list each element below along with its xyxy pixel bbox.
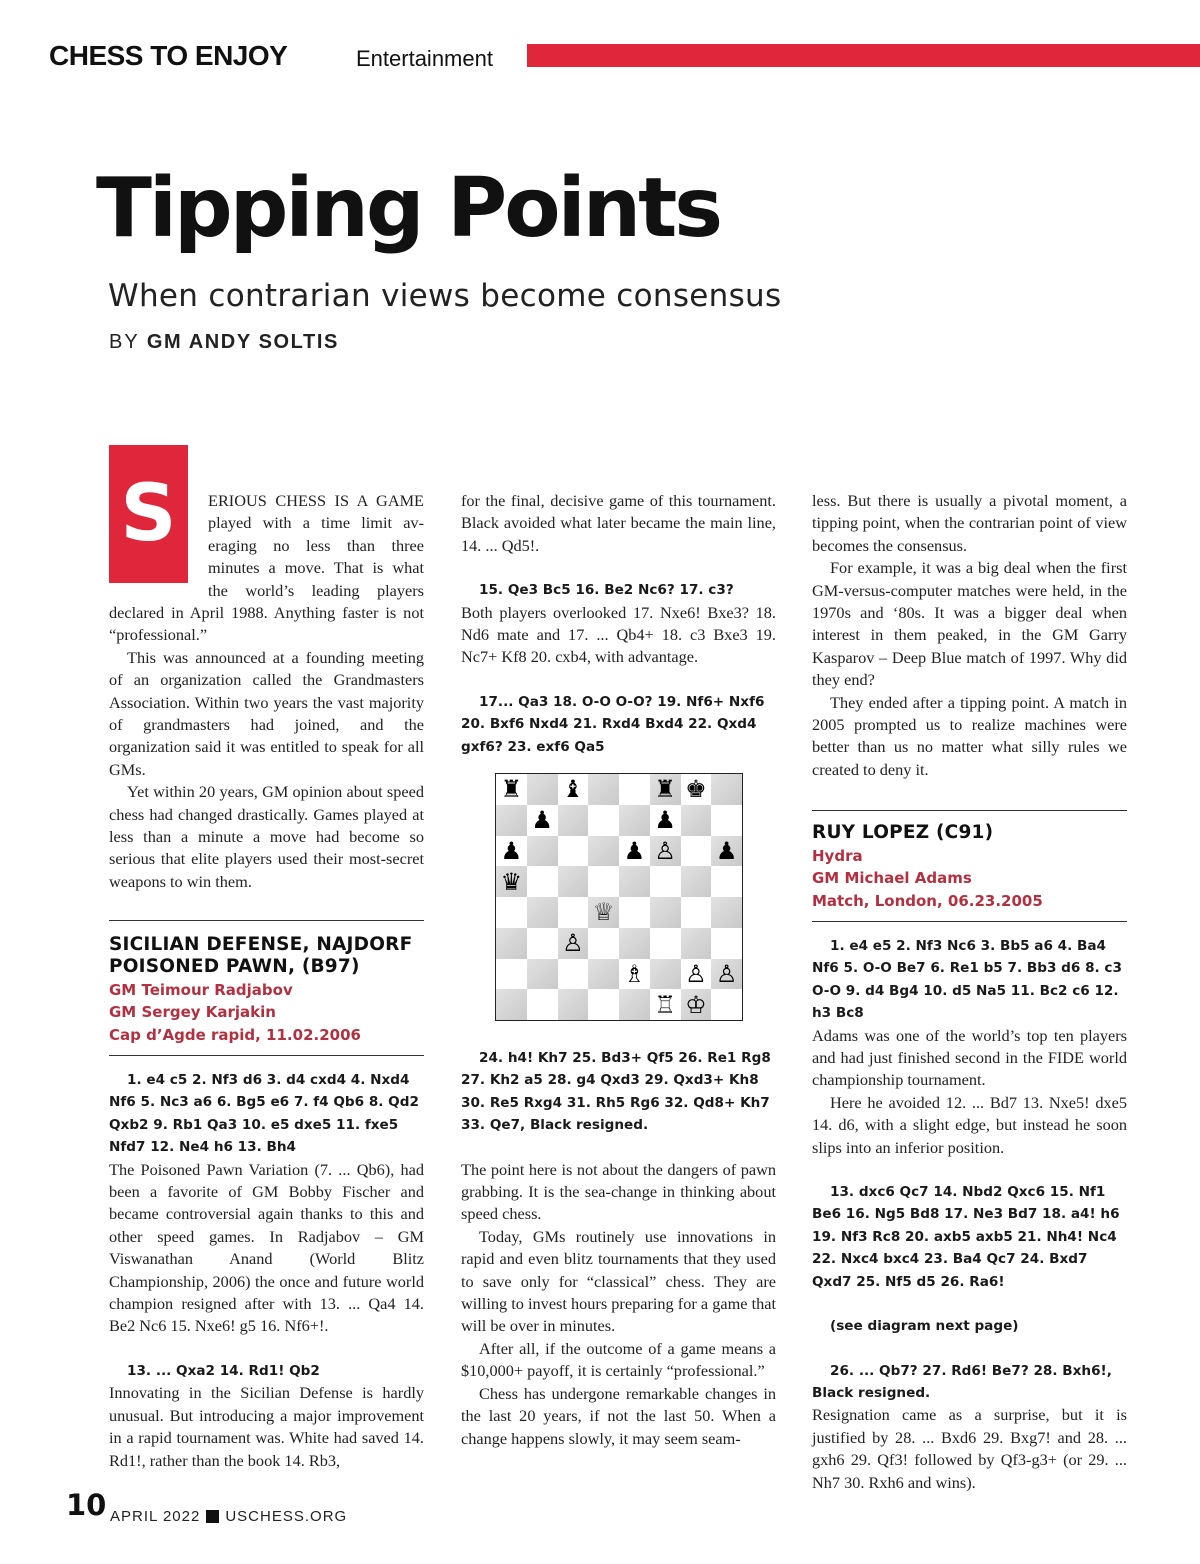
- footer: [110, 1508, 347, 1525]
- chess-piece-square: ♙: [650, 836, 681, 867]
- paragraph: Adams was one of the world’s top ten players and had just finished second in the FIDE world championship tournament.: [812, 1025, 1127, 1090]
- chess-square: [650, 897, 681, 928]
- paragraph: The Poisoned Pawn Variation (7. ... Qb6), had been a favorite of GM Bobby Fischer and became controversial again thanks to this and other speed games. In Radjabov – GM Viswanathan Anand (World Blitz Championship, 2006) the once and future world champion resigned after with 13. ... Qa4 14. Be2 Nc6 15. Nxe6! g5 16. Nf6+!.: [109, 1159, 424, 1336]
- chess-square: [650, 866, 681, 897]
- chess-square: [619, 774, 650, 805]
- chess-square: [619, 866, 650, 897]
- paragraph: For example, it was a big deal when the first GM-versus-computer matches were held, in the 1970s and ‘80s. It was a bigger deal when interest in them peaked, in the GM Garry Kasparov – Deep Blue match of 1997. Why did they end?: [812, 558, 1127, 690]
- column-3-moves: [812, 935, 1127, 1494]
- drop-cap: S: [109, 445, 188, 583]
- chess-square: [681, 805, 712, 836]
- chess-square: [588, 989, 619, 1020]
- chess-square: [558, 866, 589, 897]
- paragraph: After all, if the outcome of a game means a $10,000+ payoff, it is certainly “professional.”: [461, 1338, 776, 1381]
- paragraph: Innovating in the Sicilian Defense is hardly unusual. But introducing a major improvement in a rapid tournament was. White had saved 14. Rd1!, rather than the book 14. Rb3,: [109, 1383, 424, 1470]
- chess-square: [496, 897, 527, 928]
- game-2-event: Match, London, 06.23.2005: [812, 891, 1043, 910]
- paragraph: Today, GMs routinely use innovations in rapid and even blitz tournaments that they used to save only for “classical” chess. They are willing to invest hours preparing for a game that will be over in minutes.: [461, 1226, 776, 1336]
- chess-piece-square: ♛: [496, 866, 527, 897]
- chess-piece-square: ♟: [619, 836, 650, 867]
- byline-prefix: BY: [109, 331, 140, 353]
- chess-square: [711, 805, 742, 836]
- chess-square: [681, 836, 712, 867]
- article-title: Tipping Points: [96, 161, 721, 256]
- column-2-top: [461, 490, 776, 758]
- chess-piece-square: ♟: [527, 805, 558, 836]
- chess-square: [681, 866, 712, 897]
- intro-line: minutes a move. That is what: [208, 558, 424, 578]
- paragraph: They ended after a tipping point. A match in 2005 prompted us to realize machines were better than us no matter what silly rules we created to deny it.: [812, 692, 1127, 779]
- chess-square: [527, 836, 558, 867]
- move-list: 13. ... Qxa2 14. Rd1! Qb2: [127, 1362, 320, 1379]
- byline: [109, 331, 339, 354]
- issue-date: APRIL 2022: [110, 1508, 201, 1525]
- intro-line: ERIOUS CHESS IS A GAME: [208, 491, 424, 510]
- chess-square: [527, 866, 558, 897]
- byline-author: GM ANDY SOLTIS: [146, 331, 339, 353]
- chess-square: [619, 928, 650, 959]
- chess-square: [681, 897, 712, 928]
- chess-square: [711, 989, 742, 1020]
- paragraph: Both players overlooked 17. Nxe6! Bxe3? 18. Nd6 mate and 17. ... Qb4+ 18. c3 Bxe3 19. Nc7+ Kf8 20. cxb4, with advantage.: [461, 602, 776, 667]
- website: USCHESS.ORG: [225, 1508, 348, 1525]
- chess-piece-square: ♔: [681, 989, 712, 1020]
- move-list: 15. Qe3 Bc5 16. Be2 Nc6? 17. c3?: [479, 582, 734, 599]
- move-list: 26. ... Qb7? 27. Rd6! Be7? 28. Bxh6!, Black resigned.: [812, 1362, 1112, 1401]
- chess-square: [527, 989, 558, 1020]
- chess-piece-square: ♙: [681, 959, 712, 990]
- chess-square: [496, 805, 527, 836]
- chess-piece-square: ♕: [588, 897, 619, 928]
- game-1-event: Cap d’Agde rapid, 11.02.2006: [109, 1025, 361, 1044]
- paragraph: declared in April 1988. Anything faster is not “professional.”: [109, 603, 424, 645]
- paragraph: Yet within 20 years, GM opinion about speed chess had changed drastically. Games played at less than a minute a move had become so serious that elite players used their most-secret weapons to win them.: [109, 782, 424, 891]
- chess-diagram: [495, 773, 743, 1021]
- chess-square: [619, 989, 650, 1020]
- move-list: 24. h4! Kh7 25. Bd3+ Qf5 26. Re1 Rg8 27. Kh2 a5 28. g4 Qxd3 29. Qxd3+ Kh8 30. Re5 Rxg4 31. Rh5 Rg6 32. Qd8+ Kh7 33. Qe7, Black resigned.: [461, 1050, 771, 1134]
- section-label: Entertainment: [356, 46, 493, 71]
- chess-piece-square: ♖: [650, 989, 681, 1020]
- chess-piece-square: ♜: [650, 774, 681, 805]
- chess-piece-square: ♟: [496, 836, 527, 867]
- chess-square: [527, 897, 558, 928]
- intro-line: eraging no less than three: [208, 535, 424, 555]
- paragraph: The point here is not about the dangers of pawn grabbing. It is the sea-change in thinking about speed chess.: [461, 1159, 776, 1224]
- diagram-note: (see diagram next page): [830, 1318, 1019, 1335]
- chess-square: [496, 989, 527, 1020]
- chess-square: [588, 928, 619, 959]
- move-list: 1. e4 c5 2. Nf3 d6 3. d4 cxd4 4. Nxd4 Nf6 5. Nc3 a6 6. Bg5 e6 7. f4 Qb6 8. Qd2 Qxb2 9. Rb1 Qa3 10. e5 dxe5 11. fxe5 Nfd7 12. Ne4 h6 13. Bh4: [109, 1072, 419, 1156]
- intro-line: the world’s leading players: [208, 580, 424, 600]
- chess-square: [527, 928, 558, 959]
- chess-piece-square: ♜: [496, 774, 527, 805]
- magazine-brand: CHESS TO ENJOY: [49, 40, 288, 71]
- chess-piece-square: ♟: [650, 805, 681, 836]
- square-separator-icon: [206, 1510, 219, 1523]
- chess-square: [681, 928, 712, 959]
- chess-piece-square: ♚: [681, 774, 712, 805]
- column-3-top: [812, 490, 1127, 781]
- chess-square: [711, 866, 742, 897]
- chess-square: [558, 836, 589, 867]
- chess-square: [711, 774, 742, 805]
- chess-piece-square: ♙: [711, 959, 742, 990]
- paragraph: Here he avoided 12. ... Bd7 13. Nxe5! dxe5 14. d6, with a slight edge, but instead he soon slips into an inferior position.: [812, 1092, 1127, 1157]
- chess-square: [711, 928, 742, 959]
- section-divider: [109, 920, 424, 921]
- chess-square: [527, 774, 558, 805]
- chess-square: [650, 928, 681, 959]
- move-list: 17... Qa3 18. O-O O-O? 19. Nf6+ Nxf6 20. Bxf6 Nxd4 21. Rxd4 Bxd4 22. Qxd4 gxf6? 23. exf6 Qa5: [461, 693, 765, 755]
- chess-square: [527, 959, 558, 990]
- chess-piece-square: ♟: [711, 836, 742, 867]
- chess-square: [588, 836, 619, 867]
- chess-square: [588, 866, 619, 897]
- section-divider: [812, 810, 1127, 811]
- intro-lines: [208, 490, 424, 602]
- section-divider: [109, 1055, 424, 1056]
- chess-square: [558, 989, 589, 1020]
- page-number: 10: [66, 1488, 107, 1522]
- chess-square: [711, 897, 742, 928]
- header-accent-bar: [527, 44, 1200, 67]
- paragraph: less. But there is usually a pivotal moment, a tipping point, when the contrarian point of view becomes the consensus.: [812, 491, 1127, 555]
- chess-piece-square: ♗: [619, 959, 650, 990]
- game-1-white: GM Teimour Radjabov: [109, 981, 293, 999]
- chess-square: [496, 928, 527, 959]
- game-1-title: SICILIAN DEFENSE, NAJDORF POISONED PAWN, (B97): [109, 934, 413, 977]
- chess-square: [558, 959, 589, 990]
- chess-square: [558, 897, 589, 928]
- paragraph: Chess has undergone remarkable changes in the last 20 years, if not the last 50. When a change happens slowly, it may seem seam-: [461, 1383, 776, 1448]
- paragraph: This was announced at a founding meeting of an organization called the Grandmasters Association. Within two years the vast majority of grandmasters had joined, and the organization said it was entitled to speak for all GMs.: [109, 647, 424, 779]
- chess-square: [588, 774, 619, 805]
- chess-square: [588, 805, 619, 836]
- chess-square: [558, 805, 589, 836]
- chess-square: [588, 959, 619, 990]
- paragraph: Resignation came as a surprise, but it is justified by 28. ... Bxd6 29. Bxg7! and 28. ... gxh6 29. Qf3! followed by Qf3-g3+ (or 29. ... Nh7 30. Rxh6 and wins).: [812, 1405, 1127, 1492]
- game-1-header: [109, 934, 429, 1046]
- game-2-white: Hydra: [812, 847, 863, 865]
- game-2-header: [812, 822, 1132, 912]
- section-divider: [812, 921, 1127, 922]
- chess-piece-square: ♙: [558, 928, 589, 959]
- move-list: 1. e4 e5 2. Nf3 Nc6 3. Bb5 a6 4. Ba4 Nf6 5. O-O Be7 6. Re1 b5 7. Bb3 d6 8. c3 O-O 9. d4 Bg4 10. d5 Na5 11. Bc2 c6 12. h3 Bc8: [812, 938, 1122, 1022]
- game-1-black: GM Sergey Karjakin: [109, 1003, 276, 1022]
- intro-line: played with a time limit av-: [208, 513, 424, 533]
- article-subtitle: When contrarian views become consensus: [108, 278, 782, 314]
- chess-square: [650, 959, 681, 990]
- paragraph: for the final, decisive game of this tournament. Black avoided what later became the main line, 14. ... Qd5!.: [461, 491, 776, 555]
- chess-square: [619, 805, 650, 836]
- column-1-body: [109, 602, 424, 893]
- game-2-title: RUY LOPEZ (C91): [812, 822, 994, 843]
- move-list: 13. dxc6 Qc7 14. Nbd2 Qxc6 15. Nf1 Be6 16. Ng5 Bd8 17. Ne3 Bd7 18. a4! h6 19. Nf3 Rc8 20. axb5 axb5 21. Nh4! Nc4 22. Nxc4 bxc4 23. Ba4 Qc7 24. Bxd7 Qxd7 25. Nf5 d5 26. Ra6!: [812, 1184, 1120, 1290]
- game-2-black: GM Michael Adams: [812, 869, 972, 888]
- chess-square: [496, 959, 527, 990]
- chess-square: [619, 897, 650, 928]
- chess-piece-square: ♝: [558, 774, 589, 805]
- column-2-bottom: [461, 1047, 776, 1450]
- column-1-moves: [109, 1069, 424, 1472]
